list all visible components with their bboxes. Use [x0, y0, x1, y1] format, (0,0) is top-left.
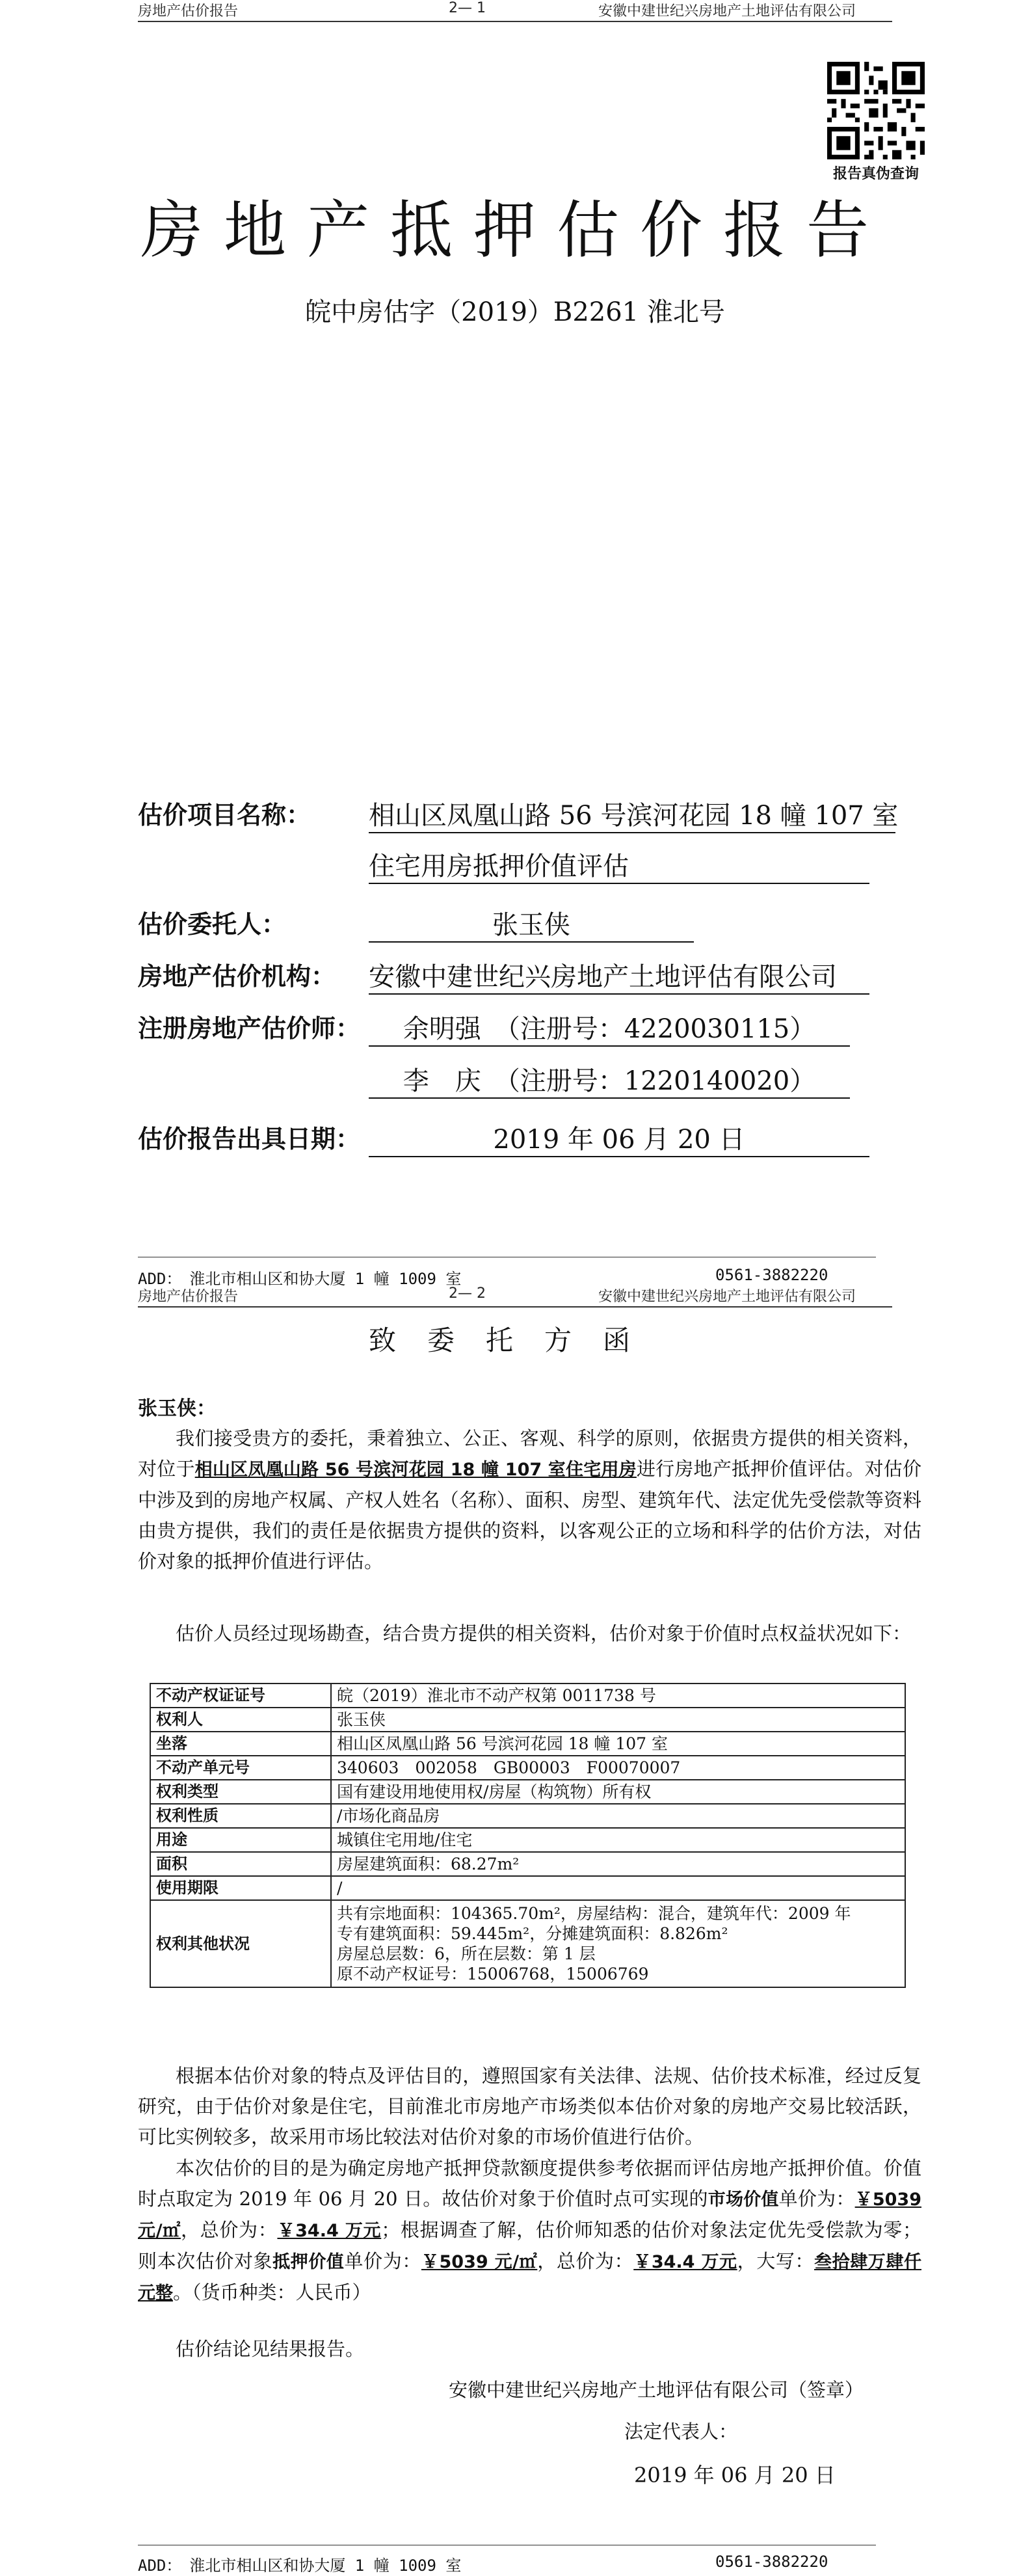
table-key: 不动产权证证号 [150, 1684, 331, 1708]
mortgage-total-uppercase: 叁拾肆万肆仟元整 [138, 2252, 921, 2303]
p4-text: ，大写： [737, 2250, 815, 2272]
table-key: 面积 [150, 1852, 331, 1876]
footer-phone-2: 0561-3882220 [715, 2553, 828, 2571]
letter-date: 2019 年 06 月 20 日 [634, 2463, 836, 2488]
letter-title: 致委托方函 [368, 1324, 661, 1356]
qr-caption: 报告真伪查询 [832, 166, 919, 182]
field-appraiser [138, 1008, 816, 1044]
project-label: 估价项目名称： [138, 801, 311, 829]
table-value: 张玉侠 [331, 1708, 905, 1732]
table-key: 权利类型 [150, 1780, 331, 1804]
footer-phone: 0561-3882220 [715, 1266, 828, 1284]
table-key: 权利其他状况 [150, 1900, 331, 1987]
other-line: 专有建筑面积：59.445m²，分摊建筑面积：8.826m² [337, 1924, 728, 1943]
p4-text: 本次估价的目的是为确定房地产抵押贷款额度提供参考依据而评估房地产抵押价值。价值时点取定为 2019 年 06 月 20 日。故估价对象于价值时点可实现的 [138, 2157, 921, 2210]
mortgage-unit-price: ￥5039 元/㎡ [421, 2252, 538, 2272]
paragraph-5: 估价结论见结果报告。 [176, 2338, 365, 2360]
field-project [138, 795, 899, 831]
table-row [150, 1900, 905, 1987]
table-value: 城镇住宅用地/住宅 [331, 1828, 905, 1852]
p1-text-c: 进行房地产抵押价值评估。对估价中涉及到的房地产权属、产权人姓名（名称）、面积、房型、建筑年代、法定优先受偿款等资料由贵方提供，我们的责任是依据贵方提供的资料，以客观公正的立场和科学的估价方法，对估价对象的抵押价值进行评估。 [138, 1458, 921, 1572]
header-page-number-2: 2— 2 [449, 1285, 486, 1302]
table-row [150, 1852, 905, 1876]
table-value: 国有建设用地使用权/房屋（构筑物）所有权 [331, 1780, 905, 1804]
mortgage-total-price: ￥34.4 万元 [633, 2252, 737, 2272]
company-signature: 安徽中建世纪兴房地产土地评估有限公司（签章） [449, 2379, 864, 2401]
table-value: 皖（2019）淮北市不动产权第 0011738 号 [331, 1684, 905, 1708]
project-value-line1: 相山区凤凰山路 56 号滨河花园 18 幢 107 室 [369, 795, 895, 833]
table-row [150, 1804, 905, 1828]
client-label: 估价委托人： [138, 910, 287, 939]
agency-label: 房地产估价机构： [138, 962, 336, 991]
report-title: 房地产抵押估价报告 [140, 194, 890, 267]
table-row [150, 1876, 905, 1900]
p4-market-value-label: 市场价值 [708, 2190, 779, 2210]
rights-table [150, 1683, 906, 1988]
field-client [138, 904, 570, 940]
paragraph-4 [138, 2153, 921, 2309]
table-key: 权利性质 [150, 1804, 331, 1828]
appraiser-1: 余明强 （注册号：4220030115） [369, 1008, 850, 1047]
market-total-price: ￥34.4 万元 [277, 2221, 382, 2241]
report-number: 皖中房估字（2019）B2261 淮北号 [305, 297, 725, 327]
other-line: 共有宗地面积：104365.70m²，房屋结构：混合，建筑年代：2009 年 [337, 1904, 851, 1923]
table-key: 坐落 [150, 1732, 331, 1756]
paragraph-3: 根据本估价对象的特点及评估目的，遵照国家有关法律、法规、估价技术标准，经过反复研究，由于估价对象是住宅，目前淮北市房地产市场类似本估价对象的房地产交易比较活跃，可比实例较多，故采用市场比较法对估价对象的市场价值进行估价。 [138, 2065, 921, 2148]
table-row [150, 1780, 905, 1804]
legal-representative: 法定代表人： [624, 2421, 738, 2443]
other-line: 房屋总层数：6，所在层数：第 1 层 [337, 1944, 596, 1963]
salutation: 张玉侠： [138, 1397, 216, 1420]
table-value: /市场化商品房 [331, 1804, 905, 1828]
date-label: 估价报告出具日期： [138, 1125, 361, 1153]
header-right: 安徽中建世纪兴房地产土地评估有限公司 [598, 3, 856, 20]
table-value-multiline [331, 1900, 905, 1987]
header-right-2: 安徽中建世纪兴房地产土地评估有限公司 [598, 1289, 856, 1305]
field-date [138, 1119, 745, 1155]
table-value: 340603 002058 GB00003 F00070007 [331, 1756, 905, 1780]
footer-address-2: ADD： 淮北市相山区和协大厦 1 幢 1009 室 [138, 2556, 462, 2575]
p4-text: ，总价为： [180, 2219, 278, 2241]
header-rule-2 [138, 1306, 892, 1308]
qr-code-icon [827, 62, 925, 159]
table-row [150, 1684, 905, 1708]
header-left-2: 房地产估价报告 [138, 1289, 239, 1305]
header-rule [138, 21, 892, 22]
table-row [150, 1828, 905, 1852]
appraiser-2: 李 庆 （注册号：1220140020） [369, 1060, 850, 1099]
date-value: 2019 年 06 月 20 日 [369, 1119, 869, 1157]
paragraph-2: 估价人员经过现场勘查，结合贵方提供的相关资料，估价对象于价值时点权益状况如下： [176, 1622, 912, 1644]
project-value-line2: 住宅用房抵押价值评估 [369, 846, 869, 884]
appraiser-label: 注册房地产估价师： [138, 1014, 361, 1043]
footer-address: ADD： 淮北市相山区和协大厦 1 幢 1009 室 [138, 1270, 462, 1288]
p4-text: ，总价为： [537, 2250, 634, 2272]
table-key: 用途 [150, 1828, 331, 1852]
p4-text: 单价为： [344, 2250, 421, 2272]
p4-mortgage-value-label: 抵押价值 [272, 2252, 345, 2272]
field-agency [138, 956, 837, 992]
p4-text: 。（货币种类：人民币） [173, 2281, 371, 2303]
table-value: / [331, 1876, 905, 1900]
header-left: 房地产估价报告 [138, 3, 239, 20]
p1-text-a: 我们接受贵方的委托，秉着独立、公正、客观、科学的原则，依据贵方提供的相关资料，对位于 [138, 1427, 921, 1480]
table-row [150, 1756, 905, 1780]
other-line: 原不动产权证号：15006768，15006769 [337, 1965, 649, 1983]
p4-text: ；根据调查了解，估价师知悉的估价对象法定优先受偿款为零；则本次估价对象 [138, 2219, 921, 2272]
header-page-number: 2— 1 [449, 0, 486, 16]
table-row [150, 1708, 905, 1732]
market-unit-price: ￥5039 元/㎡ [138, 2190, 921, 2241]
table-key: 权利人 [150, 1708, 331, 1732]
p4-text: 单价为： [778, 2188, 855, 2210]
table-value: 房屋建筑面积：68.27m² [331, 1852, 905, 1876]
agency-value: 安徽中建世纪兴房地产土地评估有限公司 [369, 956, 869, 995]
client-value: 张玉侠 [369, 904, 694, 943]
paragraph-1 [138, 1423, 921, 1577]
table-key: 不动产单元号 [150, 1756, 331, 1780]
table-key: 使用期限 [150, 1876, 331, 1900]
table-value: 相山区凤凰山路 56 号滨河花园 18 幢 107 室 [331, 1732, 905, 1756]
table-row [150, 1732, 905, 1756]
p1-property-address: 相山区凤凰山路 56 号滨河花园 18 幢 107 室住宅用房 [194, 1460, 637, 1480]
